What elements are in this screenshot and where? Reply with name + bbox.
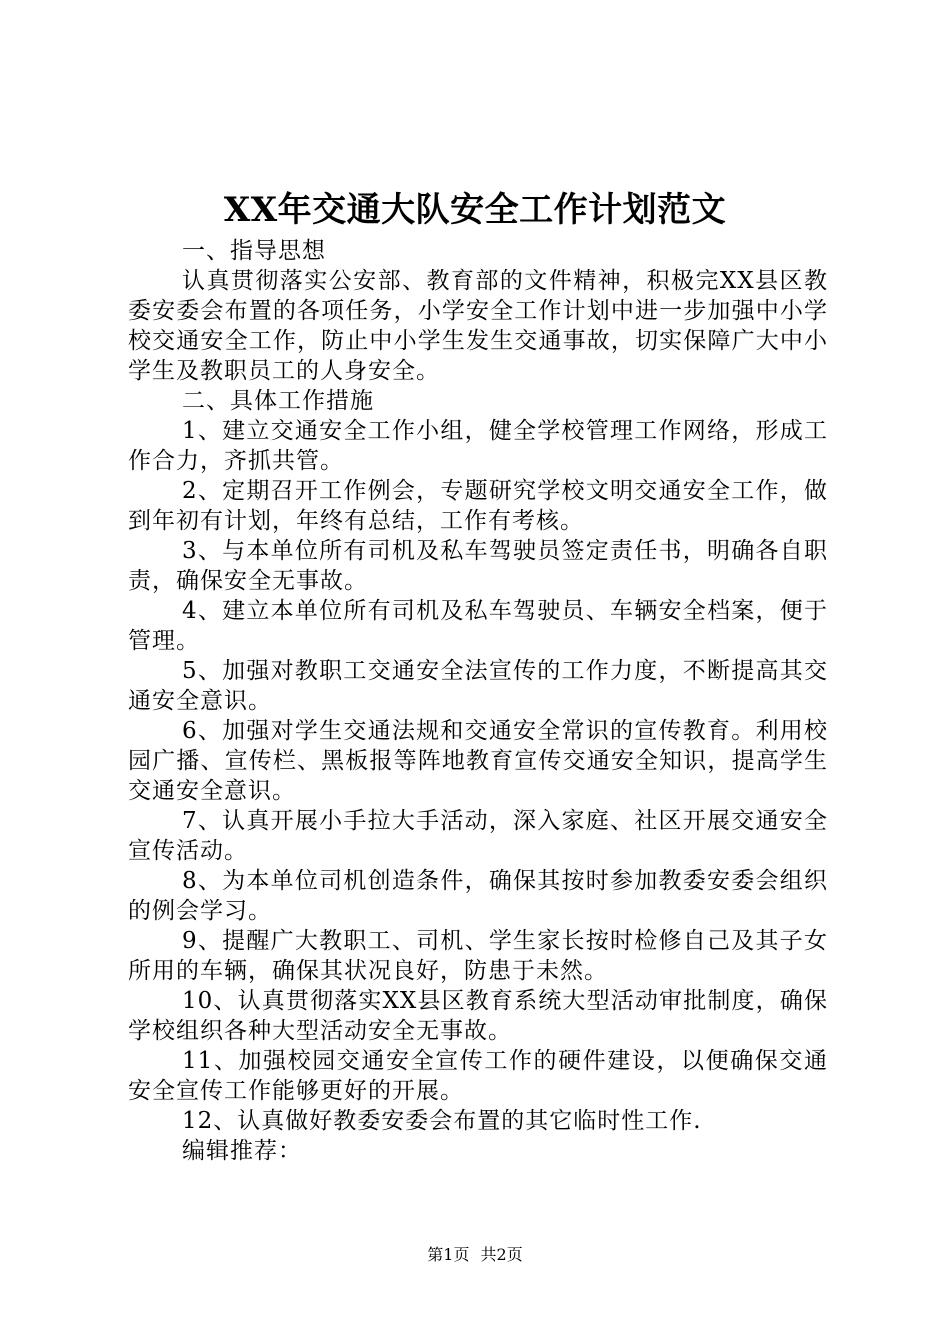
list-item: 9、提醒广大教职工、司机、学生家长按时检修自己及其子女所用的车辆，确保其状况良好，防患于未然。: [128, 928, 828, 984]
document-title: XX年交通大队安全工作计划范文: [223, 190, 727, 230]
section-heading: 一、指导思想: [182, 238, 326, 264]
page-number-total: 共2页: [480, 1245, 523, 1264]
list-item: 2、定期召开工作例会，专题研究学校文明交通安全工作，做到年初有计划，年终有总结，工作有考核。: [128, 478, 828, 534]
list-item: 5、加强对教职工交通安全法宣传的工作力度，不断提高其交通安全意识。: [128, 658, 828, 714]
list-item: 1、建立交通安全工作小组，健全学校管理工作网络，形成工作合力，齐抓共管。: [128, 418, 828, 474]
list-item: 3、与本单位所有司机及私车驾驶员签定责任书，明确各自职责，确保安全无事故。: [128, 538, 828, 594]
document-body: [128, 236, 828, 1166]
section-heading: 二、具体工作措施: [182, 388, 374, 414]
list-item: 10、认真贯彻落实XX县区教育系统大型活动审批制度，确保学校组织各种大型活动安全无事故。: [128, 988, 828, 1044]
list-item: 4、建立本单位所有司机及私车驾驶员、车辆安全档案，便于管理。: [128, 598, 828, 654]
list-item: 6、加强对学生交通法规和交通安全常识的宣传教育。利用校园广播、宣传栏、黑板报等阵地教育宣传交通安全知识，提高学生交通安全意识。: [128, 718, 828, 804]
list-item: 7、认真开展小手拉大手活动，深入家庭、社区开展交通安全宣传活动。: [128, 808, 828, 864]
list-item: 12、认真做好教委安委会布置的其它临时性工作.: [182, 1108, 702, 1134]
editor-recommendation-label: 编辑推荐：: [182, 1138, 302, 1164]
list-item: 11、加强校园交通安全宣传工作的硬件建设，以便确保交通安全宣传工作能够更好的开展。: [128, 1048, 828, 1104]
page-footer: [0, 1243, 950, 1267]
page-number-current: 第1页: [427, 1245, 470, 1264]
paragraph: 认真贯彻落实公安部、教育部的文件精神，积极完XX县区教委安委会布置的各项任务，小学安全工作计划中进一步加强中小学校交通安全工作，防止中小学生发生交通事故，切实保障广大中小学生及教职员工的人身安全。: [128, 268, 828, 384]
list-item: 8、为本单位司机创造条件，确保其按时参加教委安委会组织的例会学习。: [128, 868, 828, 924]
